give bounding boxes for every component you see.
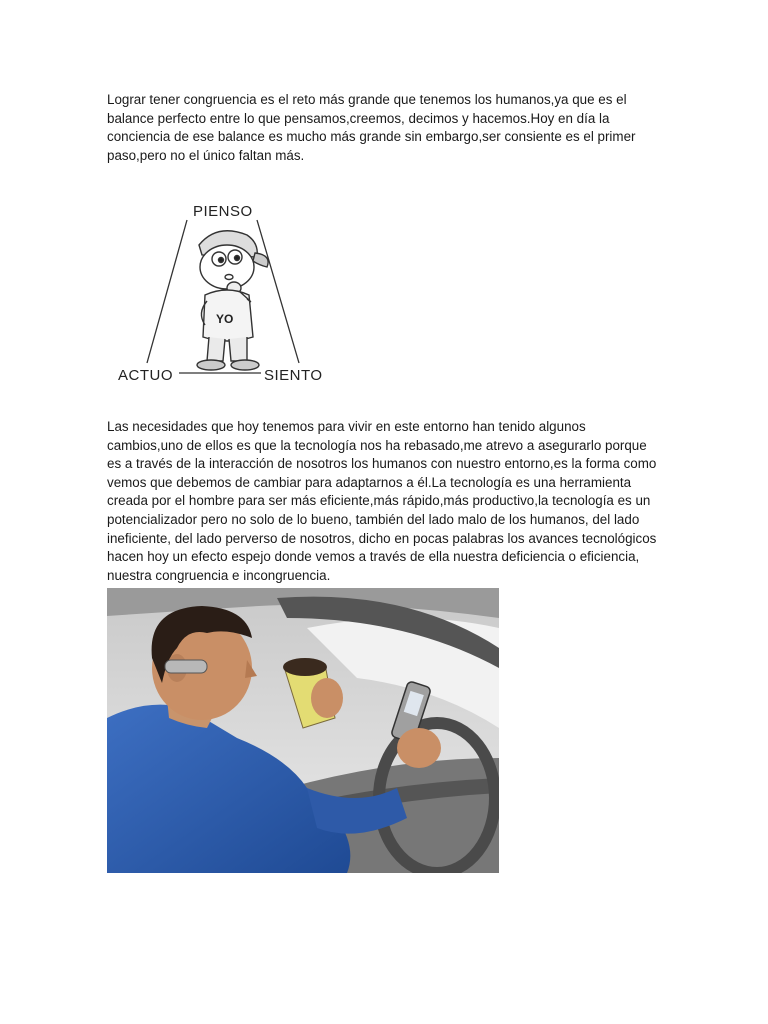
man-driving-photo bbox=[107, 588, 499, 873]
shirt-text: YO bbox=[216, 312, 234, 326]
congruence-diagram bbox=[107, 195, 333, 391]
label-pienso: PIENSO bbox=[193, 203, 253, 220]
paragraph-technology: Las necesidades que hoy tenemos para vivir en este entorno han tenido algunos cambios,uno de ellos es que la tecnología nos ha rebasado,me atrevo a asegurarlo porque es a través de la interacción de nosotros los humanos con nuestro entorno,es la forma como vemos que debemos de cambiar para adaptarnos a él.La tecnología es una herramienta creada por el hombre para ser más eficiente,más rápido,más productivo,la tecnología es un potencializador pero no solo de lo bueno, también del lado malo de los humanos, del lado ineficiente, del lado perverso de nosotros, dicho en pocas palabras los avances tecnológicos hacen hoy un efecto espejo donde vemos a través de ella nuestra deficiencia o eficiencia, nuestra congruencia e incongruencia. bbox=[107, 419, 657, 583]
label-actuo: ACTUO bbox=[118, 367, 173, 384]
label-siento: SIENTO bbox=[264, 367, 323, 384]
thinking-boy-illustration bbox=[197, 231, 268, 370]
paragraph-intro: Lograr tener congruencia es el reto más grande que tenemos los humanos,ya que es el balance perfecto entre lo que pensamos,creemos, decimos y hacemos.Hoy en día la conciencia de ese balance es mucho más grande sin embargo,ser consiente es el primer paso,pero no el único faltan más. bbox=[107, 92, 636, 163]
